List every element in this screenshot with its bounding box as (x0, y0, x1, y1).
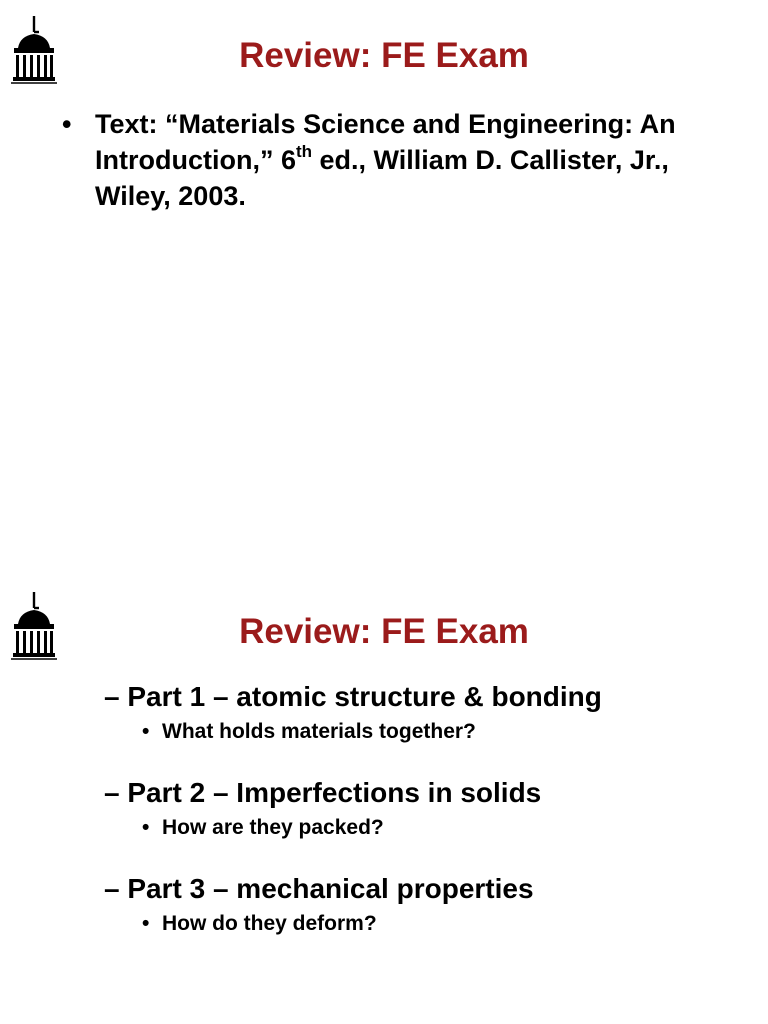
list-item (104, 872, 744, 938)
bullet-marker: • (142, 816, 150, 839)
bullet-text (95, 106, 742, 214)
bullet-item (62, 106, 742, 214)
sub-bullet (142, 718, 744, 746)
slide-1 (0, 0, 768, 500)
slide-title: Review: FE Exam (239, 36, 529, 75)
sub-bullet (142, 814, 744, 842)
slide-body (104, 680, 744, 938)
citation-text-end: ed., William D. Callister, Jr., Wiley, 2003. (95, 145, 669, 211)
slide-title: Review: FE Exam (239, 612, 529, 651)
edition-superscript: th (295, 142, 313, 161)
sub-bullet (142, 910, 744, 938)
sub-bullet-text: How are they packed? (162, 816, 384, 839)
bullet-marker: • (142, 912, 150, 935)
slide-body (62, 106, 742, 214)
part-heading: – Part 1 – atomic structure & bonding (104, 681, 602, 712)
slide-2 (0, 576, 768, 1024)
part-heading: – Part 2 – Imperfections in solids (104, 777, 542, 808)
part-heading: – Part 3 – mechanical properties (104, 873, 534, 904)
sub-bullet-text: How do they deform? (162, 912, 377, 935)
bullet-marker: • (142, 720, 150, 743)
list-item (104, 776, 744, 842)
list-item (104, 680, 744, 746)
bullet-marker: • (62, 109, 72, 139)
sub-bullet-text: What holds materials together? (162, 720, 476, 743)
citation-text-start: Text: “Materials Science and Engineering: An Introduction,” 6 (95, 109, 676, 175)
